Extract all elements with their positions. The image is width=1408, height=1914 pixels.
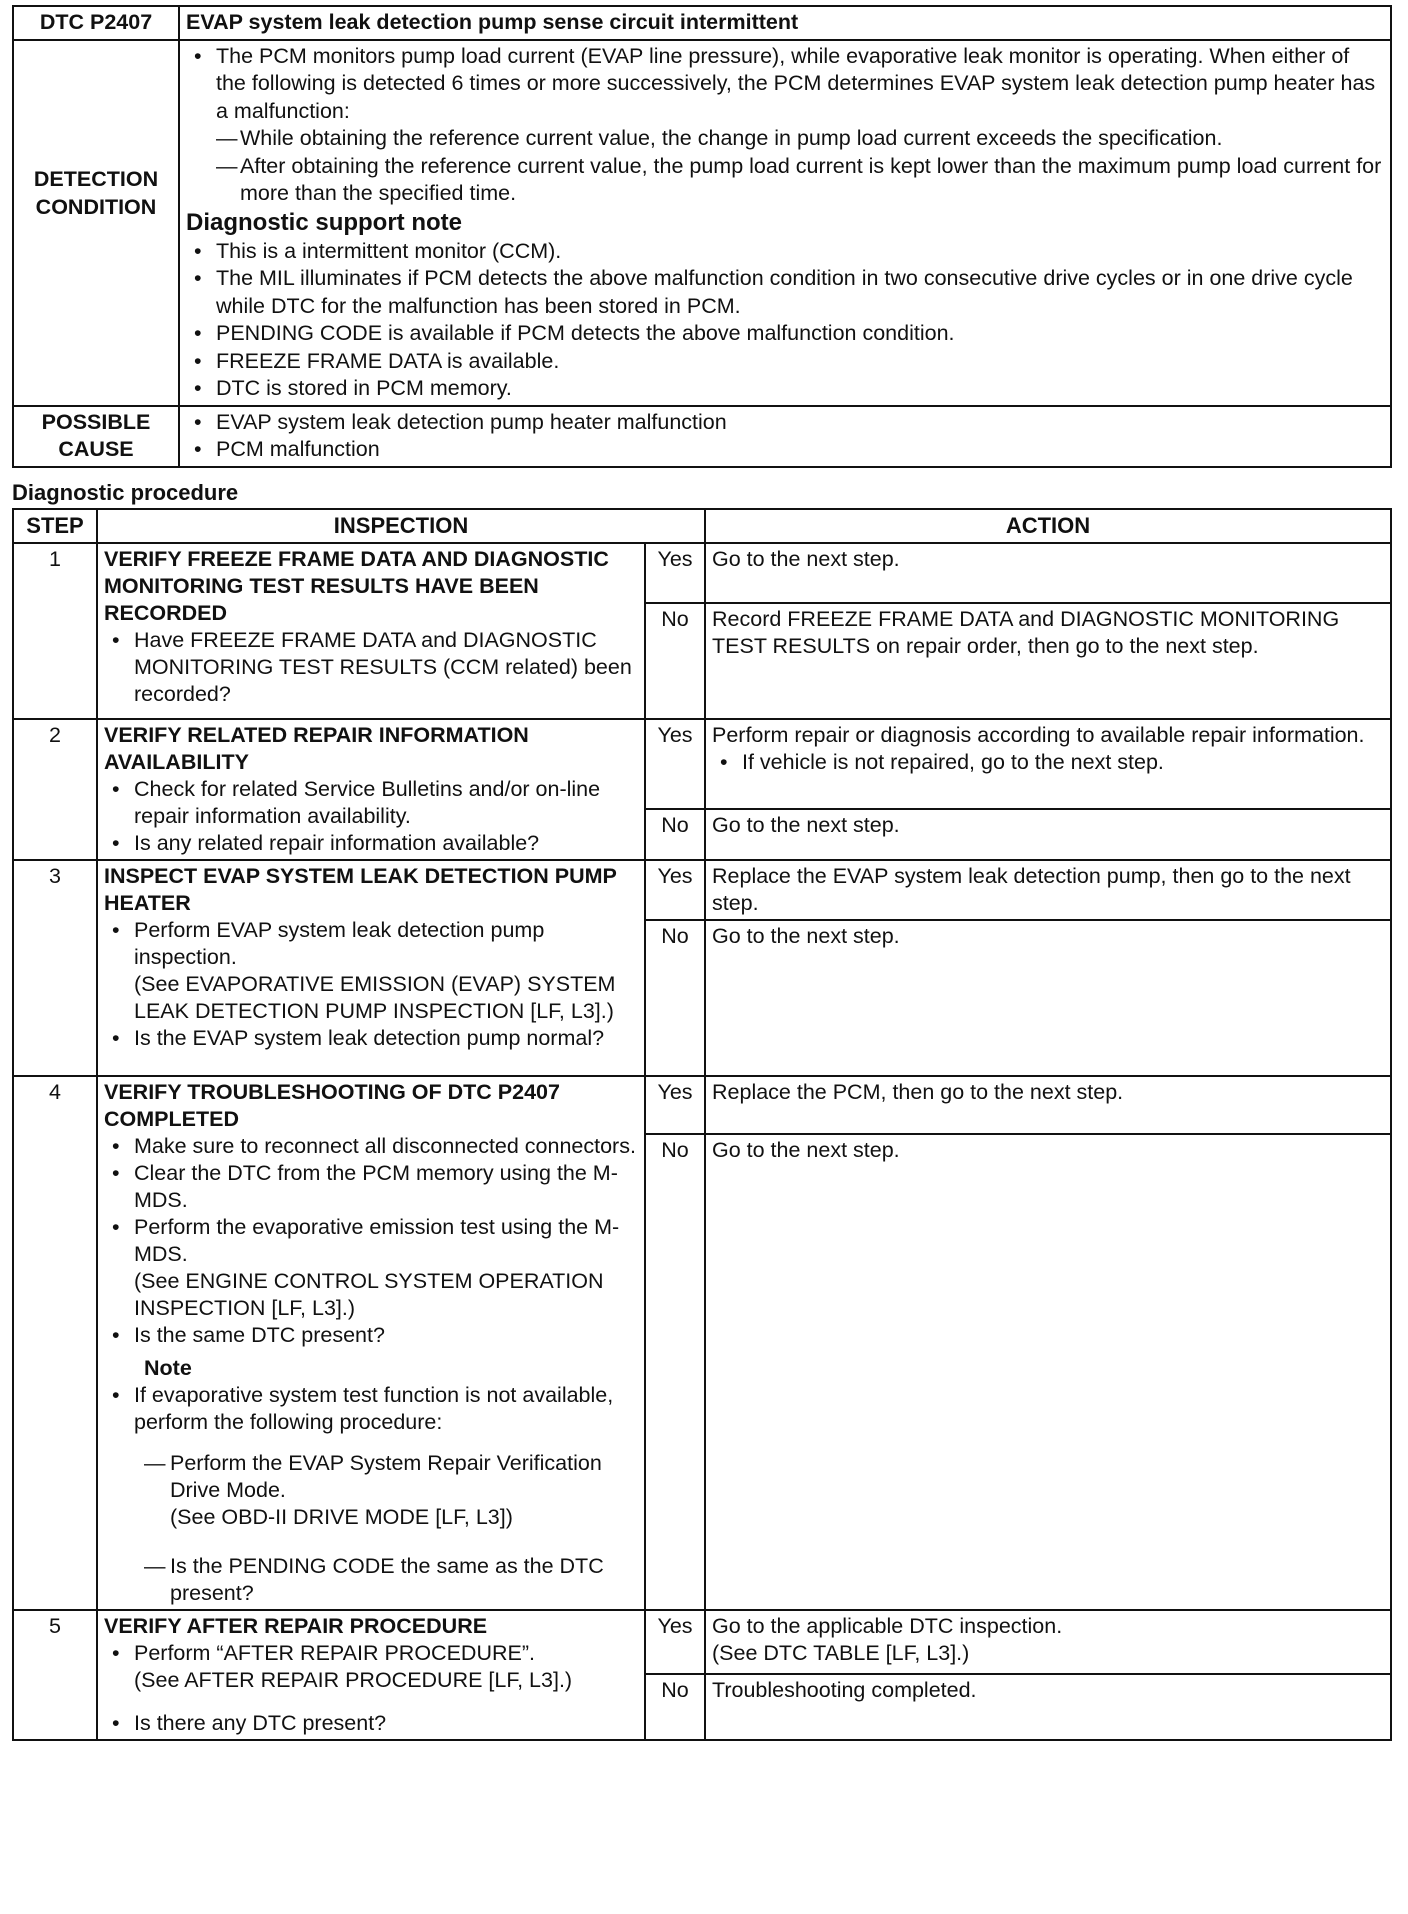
step-title: INSPECT EVAP SYSTEM LEAK DETECTION PUMP HEATER: [104, 863, 617, 915]
no-label: No: [645, 1674, 705, 1740]
yes-action: [705, 719, 1391, 810]
step-row: [13, 543, 1391, 603]
yes-label: Yes: [645, 1610, 705, 1674]
cause-item: • EVAP system leak detection pump heater malfunction: [186, 409, 1384, 437]
inspection-bullet: • Is there any DTC present?: [104, 1710, 638, 1737]
inspection-bullet: [104, 917, 638, 1025]
step-number: 5: [13, 1610, 97, 1740]
inspection-bullet: • Make sure to reconnect all disconnected connectors.: [104, 1133, 638, 1160]
inspection-bullet-text: Perform EVAP system leak detection pump inspection.: [134, 917, 545, 969]
yes-action: Replace the EVAP system leak detection pump, then go to the next step.: [705, 860, 1391, 920]
detection-label: DETECTION CONDITION: [13, 40, 179, 406]
note-dash-text: Perform the EVAP System Repair Verification Drive Mode.: [170, 1450, 602, 1502]
inspection-bullet: • Is any related repair information available?: [104, 830, 638, 857]
step-number: 1: [13, 543, 97, 719]
procedure-header-row: [13, 509, 1391, 543]
step-row: [13, 719, 1391, 810]
step-inspection: [97, 543, 645, 719]
no-action: Go to the next step.: [705, 1134, 1391, 1610]
no-action: Troubleshooting completed.: [705, 1674, 1391, 1740]
note-dash-reference: (See OBD-II DRIVE MODE [LF, L3]): [170, 1504, 513, 1529]
no-action: Go to the next step.: [705, 809, 1391, 859]
inspection-bullet: [104, 1214, 638, 1322]
yes-label: Yes: [645, 719, 705, 810]
note-label: Note: [144, 1355, 192, 1380]
cause-item: • PCM malfunction: [186, 436, 1384, 464]
yes-action-bullet: • If vehicle is not repaired, go to the next step.: [712, 749, 1384, 776]
inspection-bullet: [104, 1640, 638, 1694]
step-title: VERIFY RELATED REPAIR INFORMATION AVAILABILITY: [104, 722, 529, 774]
dtc-table: [12, 5, 1392, 468]
support-note-heading: Diagnostic support note: [186, 208, 462, 236]
note-dash: — Is the PENDING CODE the same as the DTC present?: [144, 1553, 638, 1607]
header-step: STEP: [13, 509, 97, 543]
inspection-bullet-text: Perform the evaporative emission test using the M-MDS.: [134, 1214, 620, 1266]
cause-row: [13, 406, 1391, 467]
document-page: [12, 5, 1392, 1741]
detection-text: The PCM monitors pump load current (EVAP line pressure), while evaporative leak monitor is operating. When either of the following is detected 6 times or more successively, the PCM determines EVAP system leak detection pump heater has a malfunction:: [216, 43, 1376, 123]
detection-bullet: [186, 43, 1384, 208]
yes-action: [705, 1610, 1391, 1674]
step-inspection: [97, 1076, 645, 1610]
no-label: No: [645, 809, 705, 859]
yes-action: Replace the PCM, then go to the next step.: [705, 1076, 1391, 1134]
no-label: No: [645, 920, 705, 1076]
yes-action-text: Perform repair or diagnosis according to available repair information.: [712, 722, 1365, 747]
step-title: VERIFY TROUBLESHOOTING OF DTC P2407 COMPLETED: [104, 1079, 560, 1131]
step-number: 4: [13, 1076, 97, 1610]
cause-label: POSSIBLE CAUSE: [13, 406, 179, 467]
step-row: [13, 1610, 1391, 1674]
dtc-code: DTC P2407: [13, 6, 179, 40]
dtc-header-row: [13, 6, 1391, 40]
no-label: No: [645, 603, 705, 719]
step-title: VERIFY AFTER REPAIR PROCEDURE: [104, 1613, 488, 1638]
dtc-title: EVAP system leak detection pump sense circuit intermittent: [179, 6, 1391, 40]
inspection-bullet: • Is the EVAP system leak detection pump normal?: [104, 1025, 638, 1052]
procedure-table: [12, 508, 1392, 1741]
inspection-reference: (See AFTER REPAIR PROCEDURE [LF, L3].): [134, 1667, 573, 1692]
support-item: • PENDING CODE is available if PCM detects the above malfunction condition.: [186, 320, 1384, 348]
no-label: No: [645, 1134, 705, 1610]
header-action: ACTION: [705, 509, 1391, 543]
yes-label: Yes: [645, 543, 705, 603]
detection-row: [13, 40, 1391, 406]
step-number: 3: [13, 860, 97, 1076]
detection-dash: — While obtaining the reference current value, the change in pump load current exceeds the specification.: [216, 125, 1384, 153]
step-inspection: [97, 1610, 645, 1740]
no-action: Record FREEZE FRAME DATA and DIAGNOSTIC MONITORING TEST RESULTS on repair order, then go to the next step.: [705, 603, 1391, 719]
inspection-bullet-text: Perform “AFTER REPAIR PROCEDURE”.: [134, 1640, 535, 1665]
support-item: • DTC is stored in PCM memory.: [186, 375, 1384, 403]
inspection-bullet: • Check for related Service Bulletins and/or on-line repair information availability.: [104, 776, 638, 830]
step-row: [13, 860, 1391, 920]
inspection-reference: (See ENGINE CONTROL SYSTEM OPERATION INSPECTION [LF, L3].): [134, 1268, 604, 1320]
yes-action-reference: (See DTC TABLE [LF, L3].): [712, 1640, 970, 1665]
step-title: VERIFY FREEZE FRAME DATA AND DIAGNOSTIC MONITORING TEST RESULTS HAVE BEEN RECORDED: [104, 546, 609, 625]
header-inspection: INSPECTION: [97, 509, 705, 543]
yes-label: Yes: [645, 1076, 705, 1134]
inspection-bullet: • Have FREEZE FRAME DATA and DIAGNOSTIC MONITORING TEST RESULTS (CCM related) been recorded?: [104, 627, 638, 708]
detection-dash: — After obtaining the reference current value, the pump load current is kept lower than the maximum pump load current for more than the specified time.: [216, 153, 1384, 208]
inspection-bullet: • Is the same DTC present?: [104, 1322, 638, 1349]
procedure-title: Diagnostic procedure: [12, 479, 239, 505]
step-row: [13, 1076, 1391, 1134]
step-number: 2: [13, 719, 97, 860]
support-item: • The MIL illuminates if PCM detects the above malfunction condition in two consecutive drive cycles or in one drive cycle while DTC for the malfunction has been stored in PCM.: [186, 265, 1384, 320]
detection-content: [179, 40, 1391, 406]
step-inspection: [97, 860, 645, 1076]
no-action: Go to the next step.: [705, 920, 1391, 1076]
support-item: • This is a intermittent monitor (CCM).: [186, 238, 1384, 266]
yes-action-text: Go to the applicable DTC inspection.: [712, 1613, 1063, 1638]
yes-action: Go to the next step.: [705, 543, 1391, 603]
support-item: • FREEZE FRAME DATA is available.: [186, 348, 1384, 376]
step-inspection: [97, 719, 645, 860]
note-dash: [144, 1450, 638, 1531]
inspection-bullet: • Clear the DTC from the PCM memory using the M-MDS.: [104, 1160, 638, 1214]
note-bullet: • If evaporative system test function is not available, perform the following procedure:: [104, 1382, 638, 1436]
yes-label: Yes: [645, 860, 705, 920]
cause-content: [179, 406, 1391, 467]
inspection-reference: (See EVAPORATIVE EMISSION (EVAP) SYSTEM LEAK DETECTION PUMP INSPECTION [LF, L3].): [134, 971, 616, 1023]
